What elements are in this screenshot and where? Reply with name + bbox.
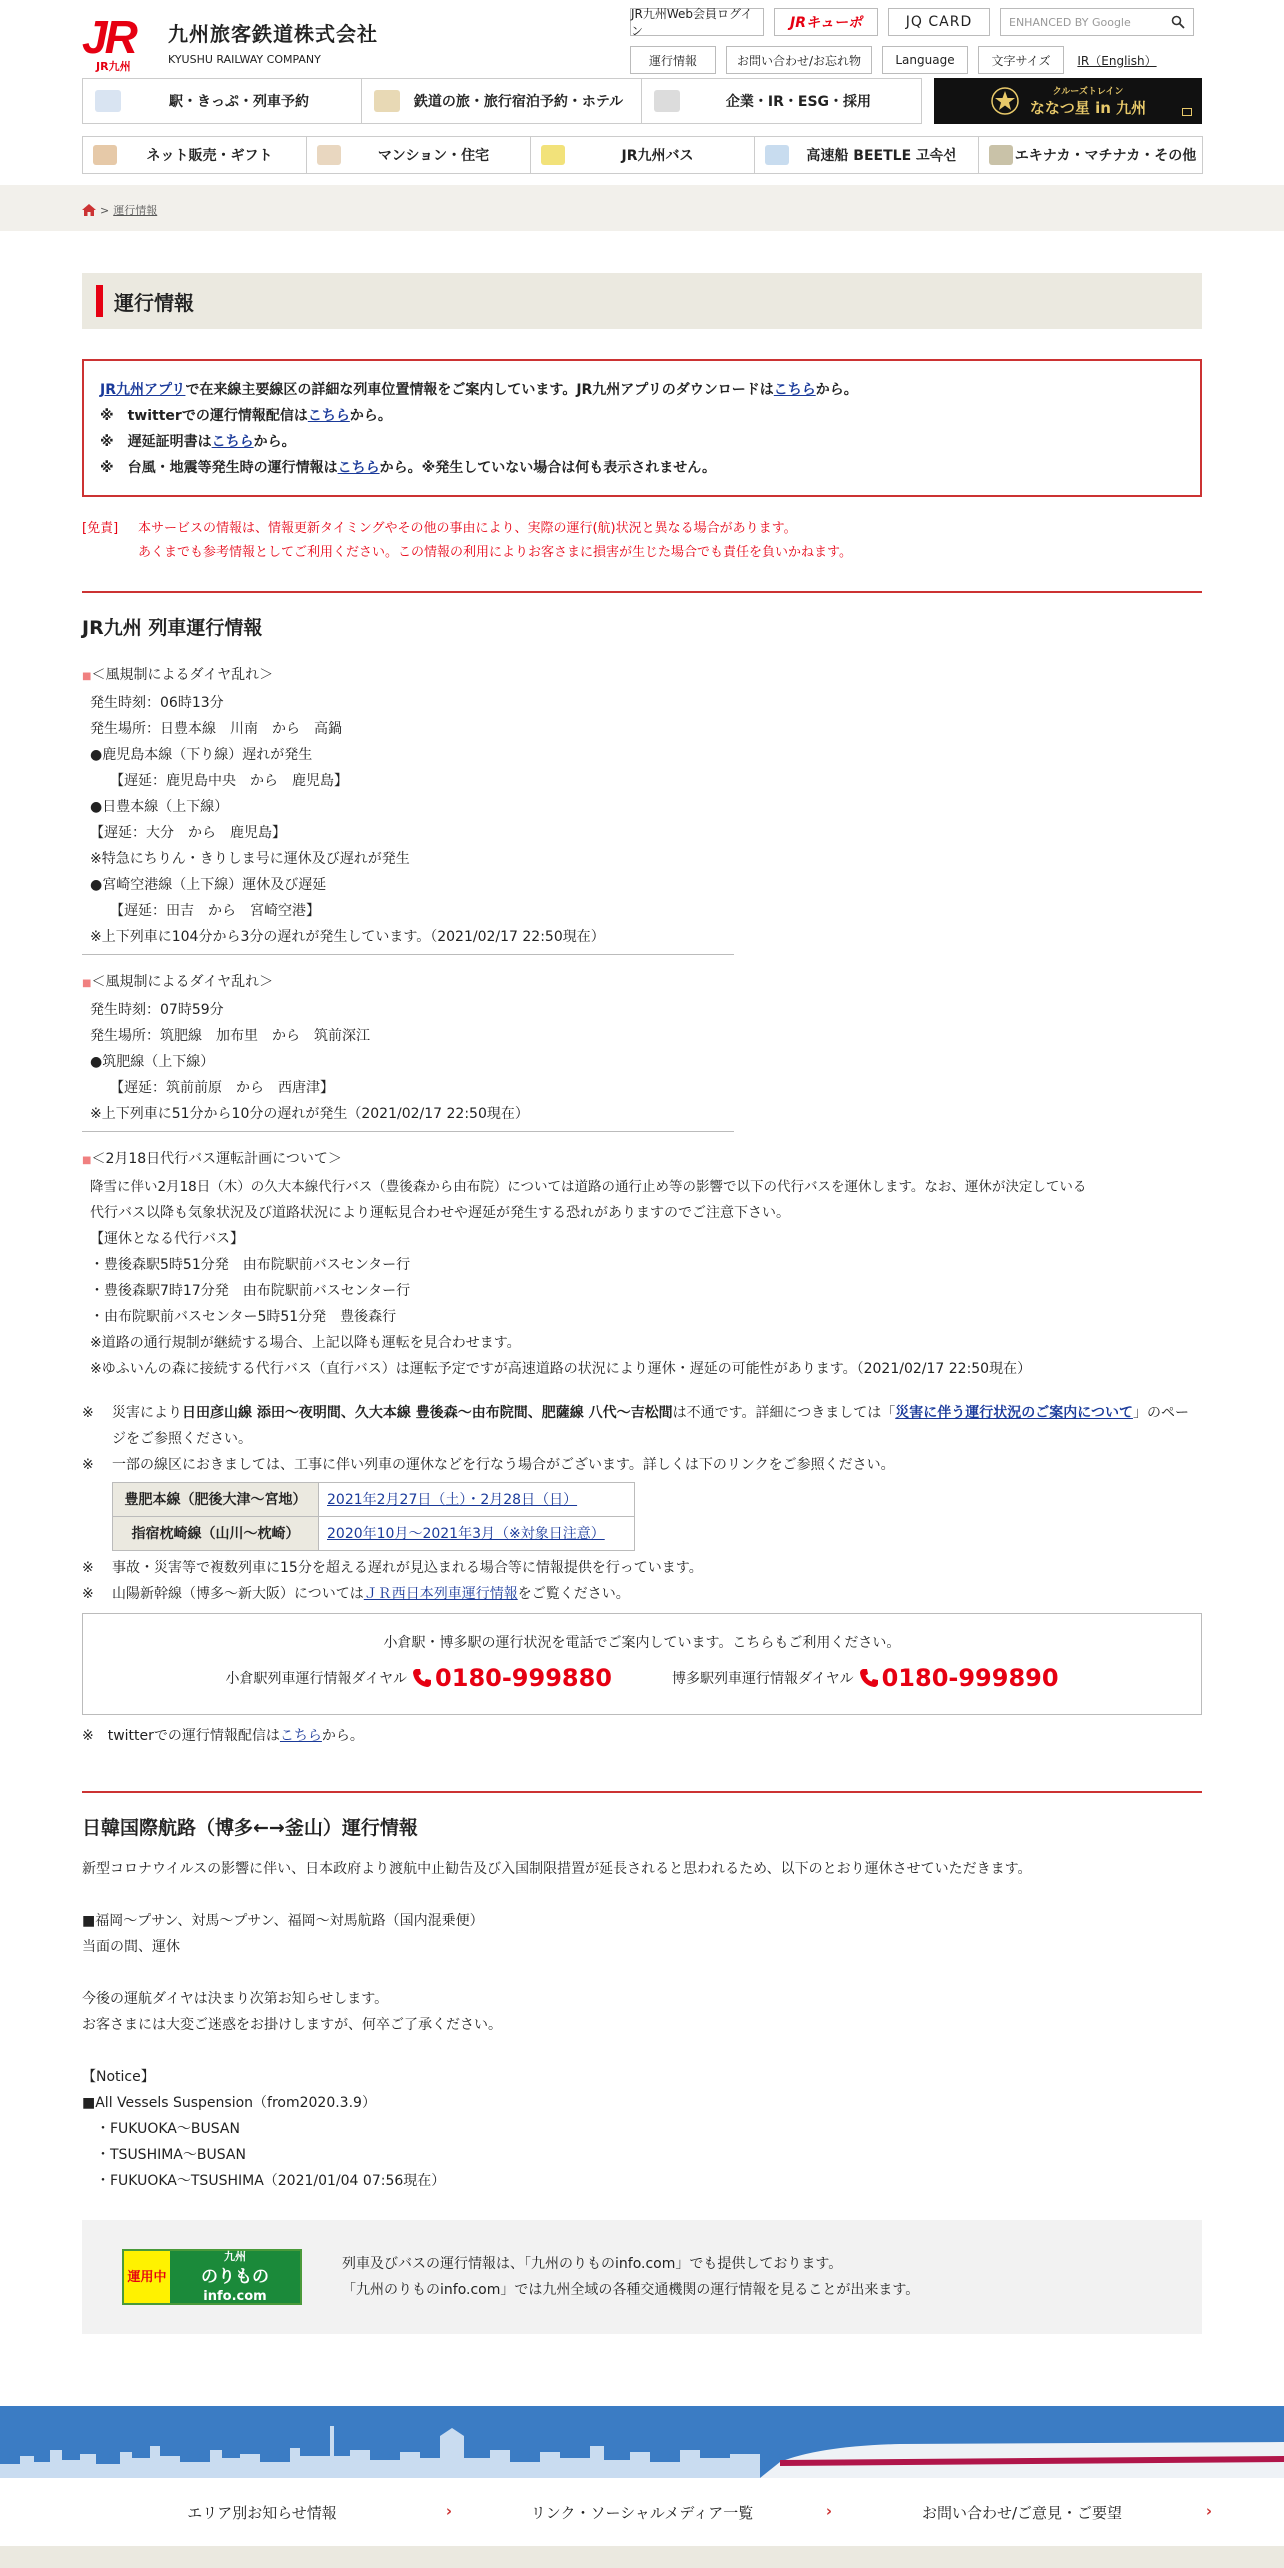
main-content [82, 273, 1202, 2334]
notice-text: から。 [253, 434, 296, 450]
note-item [82, 1400, 1202, 1452]
train-section-title: JR九州 列車運行情報 [82, 617, 263, 639]
info-block [82, 662, 734, 955]
disclaimer-label: [免責] [82, 521, 119, 536]
norimono-info-box [82, 2220, 1202, 2334]
building-icon [654, 90, 680, 112]
info-line: 【遅延：筑前前原 から 西唐津】 [110, 1080, 334, 1096]
section-divider [82, 591, 1202, 593]
hakata-dial-number[interactable]: 0180-999890 [881, 1664, 1059, 1692]
info-line: 代行バス以降も気象状況及び道路状況により運転見合わせや遅延が発生する恐れがありますのでご注意下さい。 [90, 1205, 790, 1221]
ferry-line: ・FUKUOKA〜TSUSHIMA（2021/01/04 07:56現在） [82, 2173, 446, 2189]
footer-link-contact[interactable] [832, 2502, 1212, 2523]
breadcrumb [82, 185, 1202, 218]
nav-beetle[interactable] [754, 136, 979, 174]
norimono-badge-top: 九州 [224, 2250, 246, 2263]
twitter-link[interactable]: こちら [307, 408, 350, 424]
footer-link-label: お問い合わせ/ご意見・ご要望 [921, 2503, 1123, 2522]
member-login-button[interactable]: JR九州Web会員ログイン [630, 8, 764, 36]
kokura-dial-label: 小倉駅列車運行情報ダイヤル [225, 1671, 408, 1687]
footer-link-label: リンク・ソーシャルメディア一覧 [530, 2503, 754, 2522]
disaster-info-link[interactable]: こちら [337, 460, 380, 476]
note-text: 」のページをご参照ください。 [112, 1405, 1189, 1447]
info-line: ※上下列車に104分から3分の遅れが発生しています。（2021/02/17 22:50現在） [90, 929, 605, 945]
chevron-right-icon: › [445, 2501, 452, 2520]
gift-icon [93, 145, 117, 165]
note-mark: ※ [82, 1560, 94, 1576]
nav-tickets[interactable] [82, 78, 362, 124]
phone-icon [858, 1667, 880, 1689]
nav-housing-label: マンション・住宅 [377, 148, 490, 164]
ferry-line: ■All Vessels Suspension（from2020.3.9） [82, 2095, 376, 2111]
notice-text: ※ 台風・地震等発生時の運行情報は [100, 460, 338, 476]
ferry-line: お客さまには大変ご迷惑をお掛けしますが、何卒ご了承ください。 [82, 2017, 502, 2033]
ir-english-link[interactable]: IR（English） [1074, 46, 1160, 74]
nav-tickets-label: 駅・きっぷ・列車予約 [169, 94, 309, 110]
nav-shop[interactable] [82, 136, 307, 174]
notice-box [82, 359, 1202, 497]
disclaimer-line: あくまでも参考情報としてご利用ください。この情報の利用によりお客さまに損害が生じた場合でも責任を負いかねます。 [138, 545, 852, 560]
ferry-line: ・FUKUOKA〜BUSAN [82, 2121, 240, 2137]
info-line: ※上下列車に51分から10分の遅れが発生（2021/02/17 22:50現在） [90, 1106, 529, 1122]
disaster-status-link[interactable]: 災害に伴う運行状況のご案内について [895, 1405, 1133, 1421]
table-row [113, 1483, 635, 1517]
nav-travel-label: 鉄道の旅・旅行宿泊予約・ホテル [413, 94, 624, 110]
info-line: 【遅延：大分 から 鹿児島】 [90, 825, 286, 841]
note-bold: 日田彦山線 添田～夜明間、久大本線 豊後森～由布院間、肥薩線 八代～吉松間 [182, 1405, 673, 1421]
table-period-link[interactable]: 2021年2月27日（土）・2月28日（日） [327, 1491, 578, 1508]
sub-buttons [630, 46, 1160, 74]
info-line: ●宮崎空港線（上下線）運休及び遅延 [90, 877, 327, 893]
phone-icon [411, 1667, 433, 1689]
info-block-head: ■ ＜2月18日代行バス運転計画について＞ [82, 1146, 1202, 1174]
info-line: 【遅延：鹿児島中央 から 鹿児島】 [110, 773, 348, 789]
info-line: ※ゆふいんの森に接続する代行バス（直行バス）は運転予定ですが高速道路の状況により運休・遅延の可能性があります。（2021/02/17 22:50現在） [90, 1361, 1032, 1377]
info-line: 【遅延：田吉 から 宮崎空港】 [110, 903, 320, 919]
info-line: ・豊後森駅5時51分発 由布院駅前バスセンター行 [90, 1257, 411, 1273]
notice-text: から。 [349, 408, 392, 424]
nav-housing[interactable] [306, 136, 531, 174]
table-period-link[interactable]: 2020年10月～2021年3月（※対象日注意） [327, 1525, 605, 1542]
page-title [82, 273, 1202, 329]
twitter-link-2[interactable]: こちら [279, 1728, 322, 1744]
contact-button[interactable]: お問い合わせ/お忘れ物 [726, 46, 872, 74]
operation-info-button[interactable]: 運行情報 [630, 46, 716, 74]
info-block-head: ■ ＜風規制によるダイヤ乱れ＞ [82, 662, 734, 690]
section-divider [82, 1791, 1202, 1793]
jr-west-link[interactable]: ＪＲ西日本列車運行情報 [363, 1586, 518, 1602]
search-placeholder: ENHANCED BY Google [1009, 15, 1131, 29]
info-line: ・豊後森駅7時17分発 由布院駅前バスセンター行 [90, 1283, 411, 1299]
note-item [82, 1581, 1202, 1607]
note-mark: ※ [82, 1586, 94, 1602]
train-icon [989, 145, 1013, 165]
phone-intro: 小倉駅・博多駅の運行状況を電話でご案内しています。こちらもご利用ください。 [383, 1635, 901, 1651]
phone-info-box [82, 1613, 1202, 1715]
breadcrumb-bar [0, 185, 1284, 231]
city-skyline-illustration [0, 2406, 1284, 2478]
search-input[interactable] [1000, 8, 1194, 36]
site-logo[interactable] [82, 11, 378, 73]
footer-link-social[interactable] [452, 2502, 832, 2523]
nav-bus[interactable] [530, 136, 755, 174]
note-text: から。 [321, 1728, 364, 1744]
note-mark: ※ [82, 1457, 94, 1473]
company-name-ja: 九州旅客鉄道株式会社 [168, 22, 378, 46]
external-link-icon [1182, 108, 1192, 116]
main-nav [82, 78, 921, 124]
delay-certificate-link[interactable]: こちら [211, 434, 254, 450]
notice-text: ※ 遅延証明書は [100, 434, 212, 450]
app-download-link[interactable]: こちら [773, 382, 816, 398]
nav-bus-label: JR九州バス [621, 148, 694, 164]
norimono-text: 列車及びバスの運行情報は、「九州のりものinfo.com」でも提供しております。 [342, 2256, 843, 2272]
ferry-line: 今後の運航ダイヤは決まり次第お知らせします。 [82, 1991, 389, 2007]
hakata-dial-label: 博多駅列車運行情報ダイヤル [672, 1671, 854, 1687]
norimono-badge-left: 運用中 [124, 2251, 170, 2303]
nav-seven-stars[interactable] [934, 78, 1202, 124]
seven-stars-emblem-icon [990, 86, 1020, 116]
note-text: 一部の線区におきましては、工事に伴い列車の運休などを行なう場合がございます。詳しくは下のリンクをご参照ください。 [112, 1457, 895, 1473]
note-item [82, 1452, 1202, 1478]
table-line-cell: 指宿枕崎線（山川～枕崎） [113, 1517, 319, 1551]
note-text: 事故・災害等で複数列車に15分を超える遅れが見込まれる場合等に情報提供を行っています。 [112, 1560, 703, 1576]
ferry-info [82, 1856, 1202, 2194]
info-line: 発生時刻：06時13分 [90, 695, 224, 711]
info-line: ●日豊本線（上下線） [90, 799, 229, 815]
notice-text: で在来線主要線区の詳細な列車位置情報をご案内しています。JR九州アプリのダウンロードは [185, 382, 774, 398]
info-line: ●鹿児島本線（下り線）遅れが発生 [90, 747, 313, 763]
footer-bottom-bar [0, 2546, 1284, 2568]
footer-links [0, 2478, 1284, 2546]
notes [82, 1400, 1202, 1607]
note-text: は不通です。詳細につきましては「 [672, 1405, 896, 1421]
company-name-en: KYUSHU RAILWAY COMPANY [168, 53, 321, 66]
note-text: 山陽新幹線（博多～新大阪）については [112, 1586, 364, 1602]
site-header [0, 0, 1284, 185]
norimono-badge-bottom: info.com [203, 2289, 267, 2304]
ferry-line: ・TSUSHIMA〜BUSAN [82, 2147, 246, 2163]
jr-logo-mark: JR [82, 11, 135, 63]
ferry-line: 当面の間、運休 [82, 1939, 180, 1955]
info-line: 降雪に伴い2月18日（木）の久大本線代行バス（豊後森から由布院）については道路の通行止め等の影響で以下の代行バスを運休します。なお、運休が決定している [90, 1179, 1087, 1195]
site-footer [0, 2406, 1284, 2568]
nav-other[interactable] [978, 136, 1203, 174]
ferry-section-title: 日韓国際航路（博多←→釜山）運行情報 [82, 1817, 418, 1839]
ship-icon [765, 145, 789, 165]
note-text: 災害により [112, 1405, 182, 1421]
ferry-line: 【Notice】 [82, 2069, 155, 2085]
suitcase-icon [374, 90, 400, 112]
note-text: ※ twitterでの運行情報配信は [82, 1728, 280, 1744]
construction-table [112, 1482, 635, 1551]
info-line: ・由布院駅前バスセンター5時51分発 豊後森行 [90, 1309, 397, 1325]
jr-kyupo-button[interactable]: JRキューポ [774, 8, 878, 36]
seven-stars-label: ななつ星 in 九州 [1029, 99, 1147, 117]
nav-travel[interactable] [361, 78, 642, 124]
info-block-head: ■ ＜風規制によるダイヤ乱れ＞ [82, 969, 734, 997]
train-info-list [82, 662, 1087, 1386]
font-size-button[interactable]: 文字サイズ [978, 46, 1064, 74]
top-buttons [630, 8, 1194, 36]
info-line: ※道路の通行規制が継続する場合、上記以降も運転を見合わせます。 [90, 1335, 521, 1351]
disclaimer-line: 本サービスの情報は、情報更新タイミングやその他の事由により、実際の運行(航)状況と異なる場合があります。 [138, 521, 797, 536]
table-row [113, 1517, 635, 1551]
nav-corporate[interactable] [641, 78, 922, 124]
info-line: ●筑肥線（上下線） [90, 1054, 215, 1070]
info-block [82, 1146, 1202, 1386]
kokura-dial-number[interactable]: 0180-999880 [435, 1664, 612, 1692]
breadcrumb-separator: > [100, 203, 110, 217]
info-line: 発生場所：日豊本線 川南 から 高鍋 [90, 721, 342, 737]
info-block [82, 969, 734, 1132]
ticket-icon [95, 90, 121, 112]
info-line: 【運休となる代行バス】 [90, 1231, 244, 1247]
nav-other-label: エキナカ・マチナカ・その他 [1014, 148, 1197, 164]
bus-icon [541, 145, 565, 165]
footer-link-label: エリア別お知らせ情報 [187, 2503, 337, 2522]
info-line: 発生場所：筑肥線 加布里 から 筑前深江 [90, 1028, 370, 1044]
search-icon[interactable] [1171, 15, 1185, 29]
chevron-right-icon: › [1205, 2501, 1212, 2520]
ferry-line: 新型コロナウイルスの影響に伴い、日本政府より渡航中止勧告及び入国制限措置が延長されると思われるため、以下のとおり運休させていただきます。 [82, 1861, 1032, 1877]
notice-text: から。 [815, 382, 858, 398]
disclaimer [82, 517, 1202, 565]
note-text: をご覧ください。 [517, 1586, 630, 1602]
info-line: 発生時刻：07時59分 [90, 1002, 224, 1018]
sub-nav [82, 136, 1202, 174]
notice-text: ※ twitterでの運行情報配信は [100, 408, 308, 424]
nav-beetle-label: 高速船 BEETLE 고속선 [806, 148, 957, 164]
norimono-badge-main: のりもの [201, 2267, 269, 2287]
nav-corporate-label: 企業・IR・ESG・採用 [725, 94, 872, 110]
chevron-right-icon: › [825, 2501, 832, 2520]
footer-link-area-news[interactable] [72, 2502, 452, 2523]
jr-logo-sub: JR九州 [96, 60, 131, 73]
norimono-banner[interactable] [122, 2249, 302, 2305]
ferry-line: ■福岡〜プサン、対馬〜プサン、福岡〜対馬航路（国内混乗便） [82, 1913, 484, 1929]
note-mark: ※ [82, 1405, 94, 1421]
twitter-note [82, 1723, 1202, 1749]
norimono-text: 「九州のりものinfo.com」では九州全域の各種交通機関の運行情報を見ることが出来ます。 [342, 2282, 920, 2298]
notice-text: から。※発生していない場合は何も表示されません。 [379, 460, 717, 476]
note-item [82, 1555, 1202, 1581]
page-title-text: 運行情報 [114, 290, 194, 315]
breadcrumb-current[interactable]: 運行情報 [113, 204, 158, 217]
info-line: ※特急にちりん・きりしま号に運休及び遅れが発生 [90, 851, 410, 867]
seven-stars-small: クルーズトレイン [1052, 87, 1124, 97]
home-icon[interactable] [82, 204, 96, 216]
nav-shop-label: ネット販売・ギフト [146, 148, 273, 164]
jr-app-link[interactable]: JR九州アプリ [100, 382, 186, 398]
jq-card-button[interactable]: JQ CARD [888, 8, 990, 36]
table-line-cell: 豊肥本線（肥後大津～宮地） [113, 1483, 319, 1517]
language-button[interactable]: Language [882, 46, 968, 74]
house-icon [317, 145, 341, 165]
